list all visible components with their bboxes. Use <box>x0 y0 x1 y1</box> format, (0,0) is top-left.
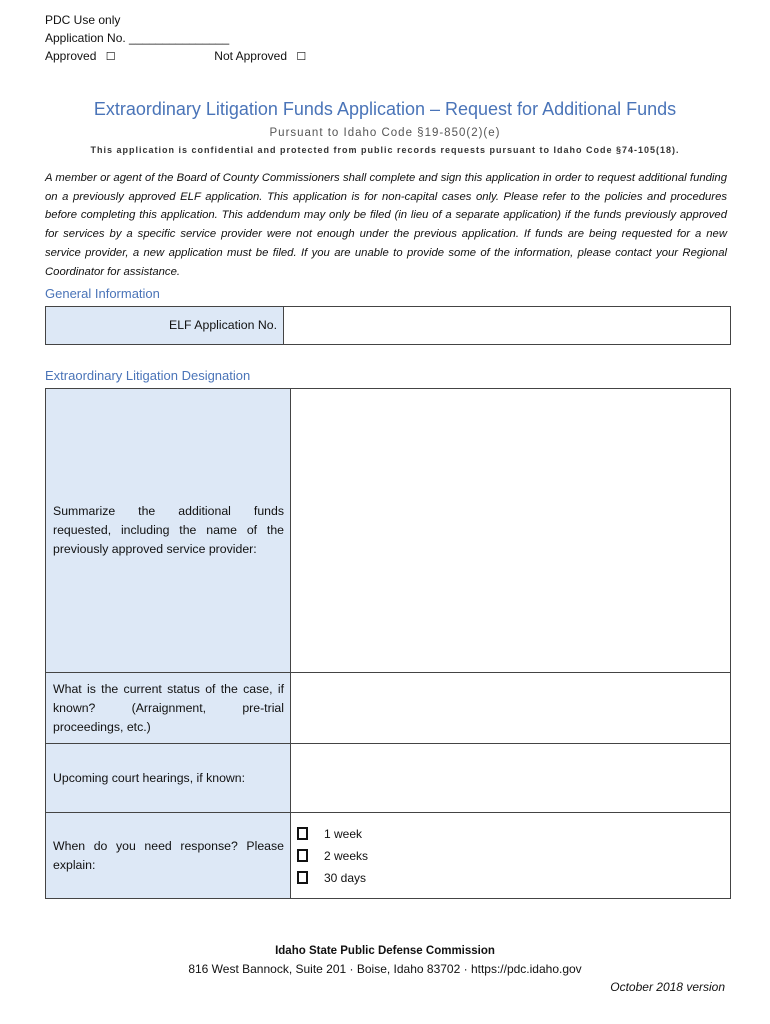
page-title: Extraordinary Litigation Funds Application – Request for Additional Funds <box>93 99 677 119</box>
approved-checkbox[interactable]: ☐ <box>105 51 116 63</box>
not-approved-checkbox[interactable]: ☐ <box>296 51 307 63</box>
general-information-heading: General Information <box>45 286 160 301</box>
checkbox-icon[interactable] <box>297 827 308 840</box>
case-status-field[interactable] <box>291 673 731 744</box>
court-hearings-label: Upcoming court hearings, if known: <box>46 744 291 813</box>
not-approved-label: Not Approved <box>214 49 287 63</box>
footer-organization: Idaho State Public Defense Commission <box>275 945 495 957</box>
response-option-30-days[interactable] <box>291 867 730 889</box>
elf-application-no-field[interactable] <box>284 307 731 345</box>
checkbox-icon[interactable] <box>297 849 308 862</box>
page-subtitle: Pursuant to Idaho Code §19-850(2)(e) <box>269 127 501 139</box>
summarize-funds-field[interactable] <box>291 389 731 673</box>
pdc-use-only: PDC Use only <box>45 13 121 27</box>
footer-version: October 2018 version <box>610 980 725 994</box>
response-option-label: 30 days <box>324 870 367 885</box>
designation-heading: Extraordinary Litigation Designation <box>45 368 251 383</box>
designation-table <box>45 388 731 899</box>
footer-address: 816 West Bannock, Suite 201 · Boise, Idaho 83702 · https://pdc.idaho.gov <box>188 962 582 976</box>
general-information-table <box>45 306 731 345</box>
elf-application-no-label: ELF Application No. <box>46 307 284 345</box>
response-time-options <box>291 813 731 899</box>
response-option-1-week[interactable] <box>291 823 730 845</box>
response-option-label: 2 weeks <box>324 848 369 863</box>
confidential-notice: This application is confidential and protected from public records requests pursuant to Idaho Code §74-105(18). <box>90 145 680 155</box>
response-option-label: 1 week <box>324 826 363 841</box>
response-option-2-weeks[interactable] <box>291 845 730 867</box>
response-time-label: When do you need response? Please explain: <box>46 813 291 899</box>
checkbox-icon[interactable] <box>297 871 308 884</box>
summarize-funds-label: Summarize the additional funds requested, including the name of the previously approved service provider: <box>46 389 291 673</box>
pdc-use-block <box>45 11 306 66</box>
approved-label: Approved <box>45 49 97 63</box>
case-status-label: What is the current status of the case, if known? (Arraignment, pre-trial proceedings, etc.) <box>46 673 291 744</box>
application-no-line: Application No. _______________ <box>45 31 230 45</box>
approval-row <box>45 47 306 66</box>
court-hearings-field[interactable] <box>291 744 731 813</box>
intro-paragraph: A member or agent of the Board of County Commissioners shall complete and sign this application in order to request additional funding on a previously approved ELF application. This application is for non-capital cases only. Please refer to the policies and procedures before completing this application. This addendum may only be filed (in lieu of a separate application) if the funds previously approved for services by a specific service provider were not enough under the previous application. If funds are being requested for a new service provider, a new application must be filed. If you are unable to provide some of the information, please contact your Regional Coordinator for assistance. <box>45 172 727 278</box>
